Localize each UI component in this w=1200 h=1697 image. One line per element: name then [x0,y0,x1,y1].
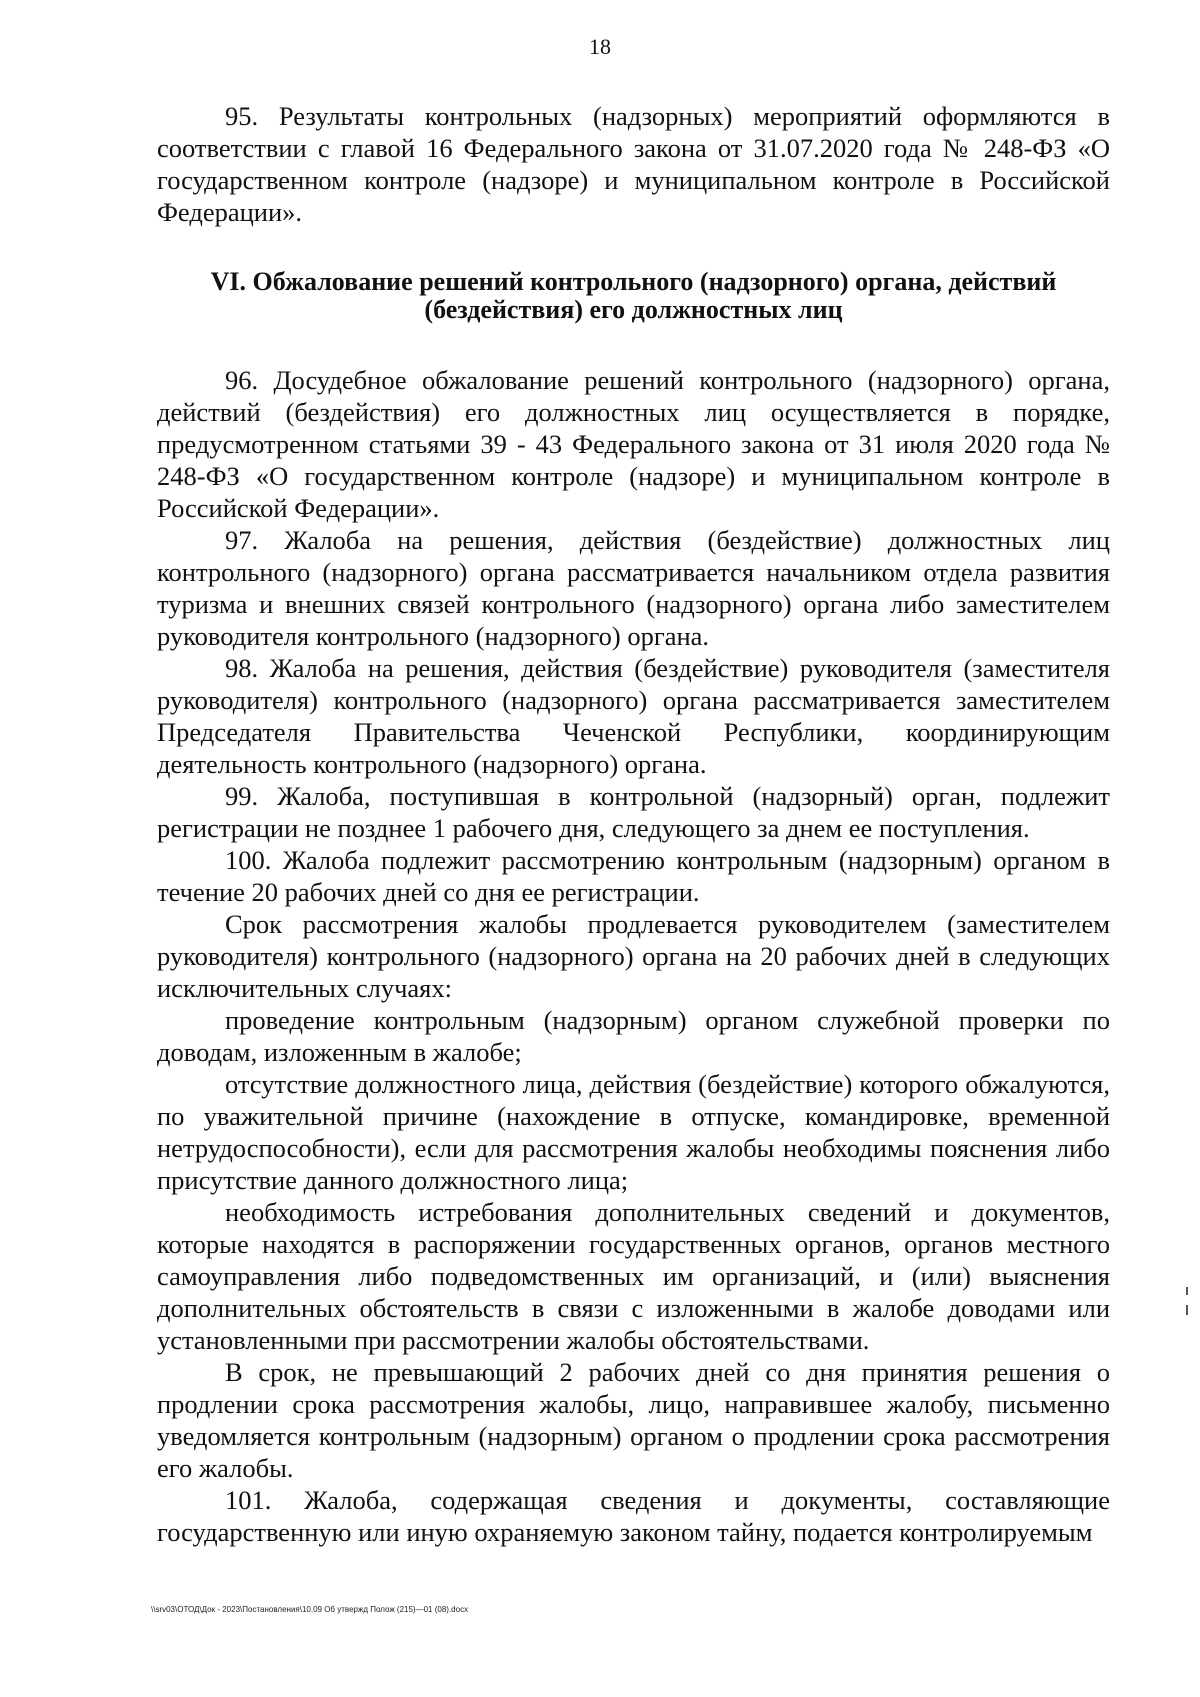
scan-mark [1186,1287,1188,1295]
paragraph-99: 99. Жалоба, поступившая в контрольной (надзорный) орган, подлежит регистрации не позднее 1 рабочего дня, следующего за днем ее поступления. [157,781,1110,843]
paragraph-extension-term: Срок рассмотрения жалобы продлевается руководителем (заместителем руководителя) контрольного (надзорного) органа на 20 рабочих дней в следующих исключительных случаях: [157,909,1110,1003]
paragraph-101: 101. Жалоба, содержащая сведения и документы, составляющие государственную или иную охраняемую законом тайну, подается контролируемым [157,1485,1110,1547]
paragraph-100: 100. Жалоба подлежит рассмотрению контрольным (надзорным) органом в течение 20 рабочих дней со дня ее регистрации. [157,845,1110,907]
paragraph-97: 97. Жалоба на решения, действия (бездействие) должностных лиц контрольного (надзорного) органа рассматривается начальником отдела развития туризма и внешних связей контрольного (надзорного) органа либо заместителем руководителя контрольного (надзорного) органа. [157,525,1110,651]
paragraph-case-absence: отсутствие должностного лица, действия (бездействие) которого обжалуются, по уважительной причине (нахождение в отпуске, командировке, временной нетрудоспособности), если для рассмотрения жалобы необходимы пояснения либо присутствие данного должностного лица; [157,1069,1110,1195]
paragraph-case-documents: необходимость истребования дополнительных сведений и документов, которые находятся в распоряжении государственных органов, органов местного самоуправления либо подведомственных им организаций, и (или) выяснения дополнительных обстоятельств в связи с изложенными в жалобе доводами или установленными при рассмотрении жалобы обстоятельствами. [157,1197,1110,1355]
scan-mark [1186,1305,1188,1315]
paragraph-case-inspection: проведение контрольным (надзорным) органом служебной проверки по доводам, изложенным в жалобе; [157,1005,1110,1067]
footer-file-path: \\srv03\ОТОД\Док - 2023\Постановления\10.09 Об утвержд Полож (215)—01 (08).docx [151,1605,469,1614]
paragraph-notification: В срок, не превышающий 2 рабочих дней со дня принятия решения о продлении срока рассмотрения жалобы, лицо, направившее жалобу, письменно уведомляется контрольным (надзорным) органом о продлении срока рассмотрения его жалобы. [157,1357,1110,1483]
paragraph-98: 98. Жалоба на решения, действия (бездействие) руководителя (заместителя руководителя) контрольного (надзорного) органа рассматривается заместителем Председателя Правительства Чеченской Республики, координирующим деятельность контрольного (надзорного) органа. [157,653,1110,779]
section-heading-line1: VI. Обжалование решений контрольного (надзорного) органа, действий [210,267,1057,296]
section-heading-line2: (бездействия) его должностных лиц [424,295,843,324]
document-body [157,100,1110,1548]
paragraph-96: 96. Досудебное обжалование решений контрольного (надзорного) органа, действий (бездействия) его должностных лиц осуществляется в порядке, предусмотренном статьями 39 - 43 Федерального закона от 31 июля 2020 года № 248-ФЗ «О государственном контроле (надзоре) и муниципальном контроле в Российской Федерации». [157,365,1110,523]
section-heading [157,268,1110,324]
page-number: 18 [589,34,611,59]
paragraph-95: 95. Результаты контрольных (надзорных) мероприятий оформляются в соответствии с главой 16 Федерального закона от 31.07.2020 года № 248-ФЗ «О государственном контроле (надзоре) и муниципальном контроле в Российской Федерации». [157,101,1110,227]
